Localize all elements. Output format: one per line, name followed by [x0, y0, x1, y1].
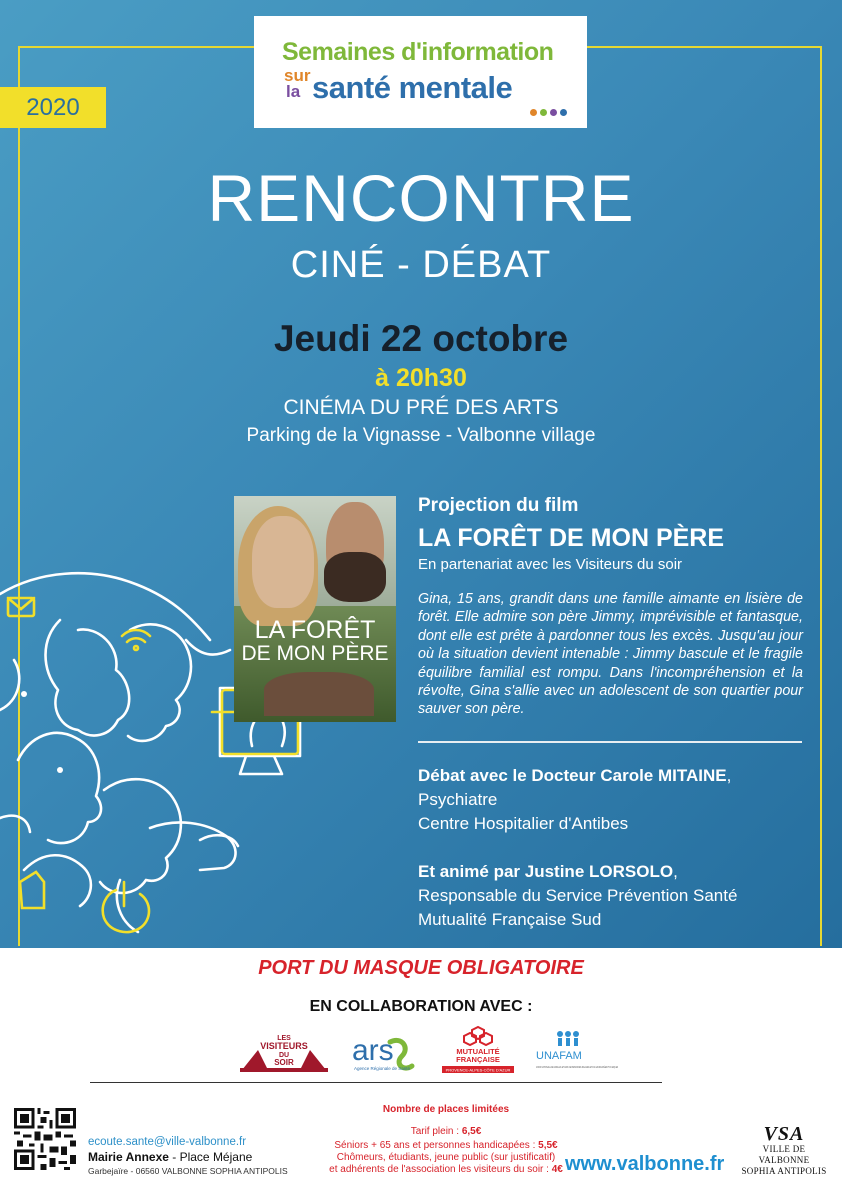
logo-dot	[550, 109, 557, 116]
office-name: Mairie Annexe	[88, 1150, 169, 1164]
event-address: Parking de la Vignasse - Valbonne village	[246, 425, 596, 446]
ars-emblem	[350, 1030, 416, 1074]
office-place: - Place Méjane	[168, 1150, 253, 1164]
price-other	[296, 1164, 596, 1175]
film-title: LA FORÊT DE MON PÈRE	[418, 524, 725, 552]
ars-sub: Agence Régionale de Santé	[354, 1066, 411, 1071]
website-link[interactable]: www.valbonne.fr	[565, 1153, 725, 1175]
debate-role: Psychiatre	[418, 790, 498, 809]
city-logo	[738, 1124, 830, 1178]
mutualite-sub: PROVENCE-ALPES-CÔTE D'AZUR	[445, 1067, 511, 1073]
debate-heading-text: Débat avec le Docteur Carole MITAINE	[418, 766, 727, 785]
price-other-line-1: Chômeurs, étudiants, jeune public (sur justificatif)	[336, 1152, 556, 1163]
price-reduced-value: 5,5€	[538, 1140, 558, 1151]
logo-line-2: santé mentale	[312, 70, 513, 105]
partner-logos	[232, 1026, 689, 1078]
visiteurs-du-soir-logo	[238, 1030, 330, 1074]
event-date: Jeudi 22 octobre	[273, 318, 569, 359]
city-name-line-1: VILLE DE VALBONNE	[758, 1144, 810, 1165]
city-logo-mark: VSA	[763, 1123, 805, 1145]
visiteurs-line-1: LES	[277, 1035, 291, 1042]
contact-address: Garbejaïre - 06560 VALBONNE SOPHIA ANTIPOLIS	[88, 1166, 288, 1176]
host-heading-text: Et animé par Justine LORSOLO	[418, 862, 674, 881]
collaboration-heading: EN COLLABORATION AVEC :	[309, 998, 533, 1015]
event-venue: CINÉMA DU PRÉ DES ARTS	[283, 396, 559, 419]
logo-la: la	[286, 82, 301, 101]
year-badge: 2020	[0, 87, 106, 128]
host-org: Mutualité Française Sud	[418, 910, 602, 929]
host-role: Responsable du Service Prévention Santé	[418, 886, 738, 905]
price-reduced	[296, 1140, 596, 1151]
unafam-logo	[532, 1028, 689, 1076]
contact-office	[88, 1150, 252, 1164]
mutualite-line-2: FRANÇAISE	[456, 1055, 500, 1064]
city-name-line-2: SOPHIA ANTIPOLIS	[741, 1166, 827, 1176]
unafam-emblem	[532, 1028, 689, 1076]
mask-notice: PORT DU MASQUE OBLIGATOIRE	[258, 957, 584, 979]
unafam-sub: UNION NATIONALE DE FAMILLES ET AMIS DE PERSONNES MALADES ET/OU HANDICAPÉES PSYCHIQUES	[536, 1065, 689, 1069]
host-heading: Et animé par Justine LORSOLO,	[418, 862, 678, 881]
visiteurs-line-4: SOIR	[274, 1058, 294, 1067]
film-poster-title-1: LA FORÊT	[254, 616, 376, 644]
film-poster-image	[234, 496, 396, 722]
film-synopsis: Gina, 15 ans, grandit dans une famille aimante en lisière de forêt. Elle admire son père Jimmy, imprévisible et fantasque, dont elle est prête à pardonner tous les excès. Jusqu'au jour où la situation devient intenable : Jimmy bascule et le fragile équilibre familial est rompu. Dans l'incompréhension et la révolte, Gina s'allie avec un adolescent de son quartier pour sauver son père.	[418, 591, 803, 718]
price-full-label: Tarif plein :	[410, 1126, 462, 1137]
ars-logo	[350, 1030, 416, 1074]
logo-dot	[540, 109, 547, 116]
mutualite-line-1: MUTUALITÉ	[456, 1047, 500, 1056]
visiteurs-du-soir-emblem	[238, 1030, 330, 1074]
event-title: RENCONTRE	[207, 161, 635, 235]
film-poster-title-2: DE MON PÈRE	[241, 642, 389, 665]
debate-org: Centre Hospitalier d'Antibes	[418, 814, 629, 833]
visiteurs-line-3: DU	[278, 1052, 290, 1059]
mutualite-emblem	[440, 1026, 516, 1076]
logo-dot	[560, 109, 567, 116]
footer-divider	[90, 1082, 662, 1083]
visiteurs-line-2: VISITEURS	[260, 1041, 308, 1051]
campaign-logo	[254, 16, 587, 128]
unafam-wordmark: UNAFAM	[536, 1050, 582, 1062]
film-partnership: En partenariat avec les Visiteurs du soir	[418, 556, 683, 573]
price-full-value: 6,5€	[461, 1126, 482, 1137]
logo-line-1: Semaines d'information	[282, 38, 554, 66]
mutualite-francaise-logo	[440, 1026, 516, 1076]
section-divider	[418, 741, 802, 743]
qr-code-icon[interactable]	[14, 1108, 76, 1170]
limited-seats-notice: Nombre de places limitées	[382, 1104, 510, 1115]
logo-dot	[530, 109, 537, 116]
event-time: à 20h30	[375, 364, 467, 392]
price-other-value: 4€	[551, 1164, 563, 1175]
price-reduced-label: Séniors + 65 ans et personnes handicapées :	[334, 1140, 539, 1151]
ars-wordmark: ars	[352, 1034, 394, 1067]
contact-email[interactable]: ecoute.sante@ville-valbonne.fr	[88, 1136, 247, 1148]
film-heading: Projection du film	[418, 495, 579, 516]
debate-heading: Débat avec le Docteur Carole MITAINE,	[418, 766, 732, 785]
event-subtitle: CINÉ - DÉBAT	[290, 244, 552, 286]
logo-dots	[530, 109, 567, 116]
price-full	[296, 1126, 596, 1137]
price-other-label: et adhérents de l'association les visiteurs du soir :	[329, 1164, 552, 1175]
logo-sur: sur	[284, 66, 311, 85]
